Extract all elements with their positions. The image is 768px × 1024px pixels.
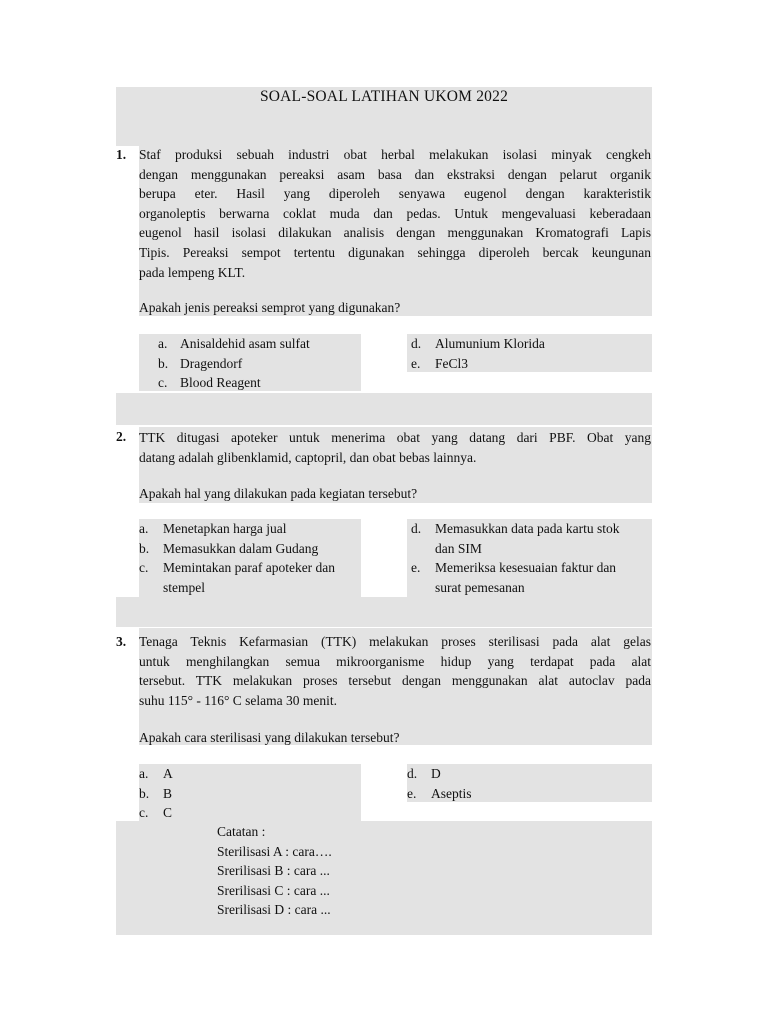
spacer-block bbox=[116, 393, 652, 425]
option-e: e. Aseptis bbox=[407, 785, 472, 801]
question-line: suhu 115° - 116° C selama 30 menit. bbox=[139, 692, 338, 708]
option-a: a. Anisaldehid asam sulfat bbox=[158, 336, 310, 351]
question-line: organoleptis berwarna coklat muda dan pedas. Untuk mengevaluasi keberadaan bbox=[139, 205, 651, 221]
question-line: tersebut. TTK melakukan proses tersebut dengan menggunakan alat autoclav pada bbox=[139, 673, 651, 689]
notes-item: Srerilisasi D : cara ... bbox=[217, 902, 331, 918]
question-line: Staf produksi sebuah industri obat herbal melakukan isolasi minyak cengkeh bbox=[139, 147, 651, 162]
question-text bbox=[139, 145, 651, 282]
question-line: eugenol hasil isolasi dilakukan analisis dengan menggunakan Kromatografi Lapis bbox=[139, 225, 651, 241]
option-e-continued: surat pemesanan bbox=[435, 579, 525, 595]
options-right bbox=[407, 764, 472, 803]
question-text bbox=[139, 428, 651, 467]
question-line: TTK ditugasi apoteker untuk menerima obat yang datang dari PBF. Obat yang bbox=[139, 430, 651, 445]
option-c-continued: stempel bbox=[163, 579, 205, 595]
option-b: b. Memasukkan dalam Gudang bbox=[139, 540, 319, 556]
notes bbox=[217, 822, 332, 920]
question-prompt: Apakah hal yang dilakukan pada kegiatan tersebut? bbox=[139, 486, 418, 501]
notes-item: Srerilisasi B : cara ... bbox=[217, 863, 330, 879]
option-c: c. Blood Reagent bbox=[158, 375, 261, 391]
option-b: b. Dragendorf bbox=[158, 355, 243, 371]
spacer-block bbox=[116, 597, 652, 627]
question-number: 1. bbox=[116, 147, 127, 162]
option-a: a. Menetapkan harga jual bbox=[139, 521, 287, 536]
question-line: untuk menghilangkan semua mikroorganisme hidup yang terdapat pada alat bbox=[139, 653, 651, 669]
options-right bbox=[411, 334, 545, 373]
question-number: 2. bbox=[116, 429, 127, 444]
options-left bbox=[158, 334, 310, 393]
document-title: SOAL-SOAL LATIHAN UKOM 2022 bbox=[259, 88, 509, 105]
option-d: d. Memasukkan data pada kartu stok bbox=[411, 521, 620, 536]
option-a: a. A bbox=[139, 766, 173, 781]
question-line: datang adalah glibenklamid, captopril, dan obat bebas lainnya. bbox=[139, 449, 477, 465]
notes-item: Srerilisasi C : cara ... bbox=[217, 882, 330, 898]
notes-heading: Catatan : bbox=[217, 824, 266, 839]
option-d: d. Alumunium Klorida bbox=[411, 336, 545, 351]
question-number: 3. bbox=[116, 634, 127, 649]
question-line: pada lempeng KLT. bbox=[139, 264, 246, 280]
notes-block bbox=[116, 821, 652, 935]
option-e: e. Memeriksa kesesuaian faktur dan bbox=[411, 560, 617, 576]
option-b: b. B bbox=[139, 785, 173, 801]
options-right bbox=[411, 519, 652, 597]
question-line: Tenaga Teknis Kefarmasian (TTK) melakukan proses sterilisasi pada alat gelas bbox=[139, 634, 651, 649]
question-line: Tipis. Pereaksi sempot tertentu digunakan sehingga diperoleh bercak keungunan bbox=[139, 244, 651, 260]
option-c: c. C bbox=[139, 805, 173, 821]
option-d-continued: dan SIM bbox=[435, 540, 482, 556]
options-left bbox=[139, 764, 173, 823]
question-text bbox=[139, 632, 651, 710]
question-line: dengan menggunakan pereaksi asam basa dan ekstraksi dengan pelarut organik bbox=[139, 166, 651, 182]
notes-item: Sterilisasi A : cara…. bbox=[217, 843, 332, 859]
question-prompt: Apakah jenis pereaksi semprot yang digunakan? bbox=[139, 300, 401, 315]
option-e: e. FeCl3 bbox=[411, 355, 469, 371]
option-d: d. D bbox=[407, 766, 441, 781]
options-left bbox=[139, 519, 361, 597]
option-c: c. Memintakan paraf apoteker dan bbox=[139, 560, 336, 576]
question-prompt: Apakah cara sterilisasi yang dilakukan tersebut? bbox=[139, 730, 400, 745]
question-line: berupa eter. Hasil yang diperoleh senyawa eugenol dengan karakteristik bbox=[139, 186, 651, 202]
